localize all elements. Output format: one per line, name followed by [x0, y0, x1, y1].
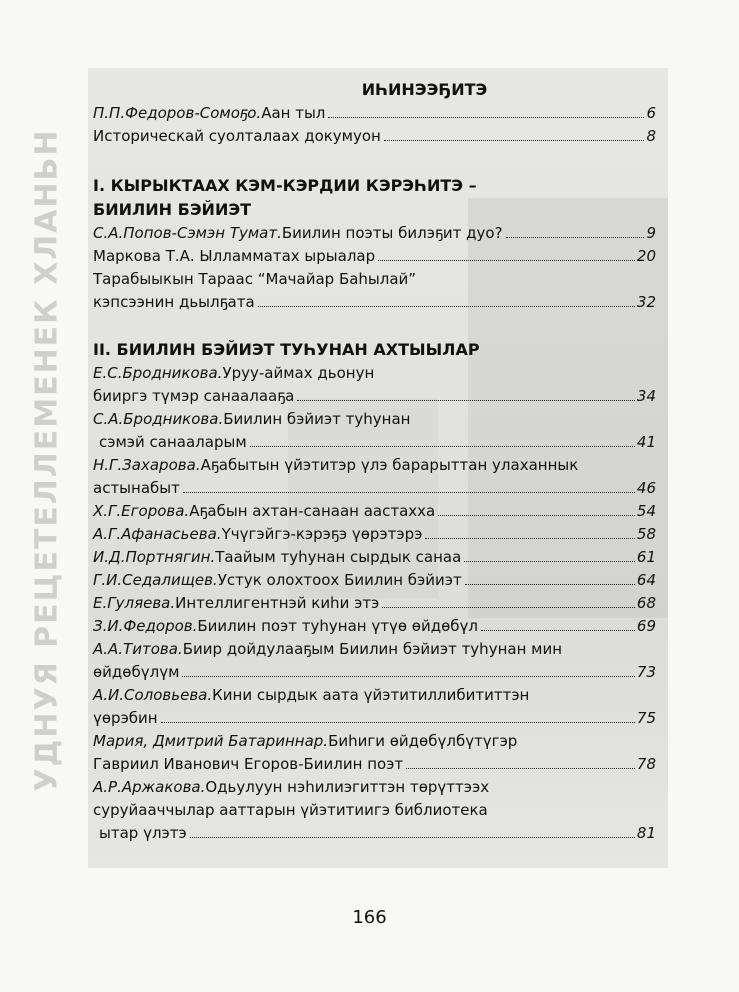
section-heading: I. КЫРЫКТААХ КЭМ-КЭРДИИ КЭРЭҺИТЭ – [93, 176, 477, 195]
toc-entry-line1[interactable] [93, 776, 656, 799]
entry-title: Одьулуун нэһилиэгиттэн төрүттээх [205, 778, 490, 796]
entry-page: 61 [636, 548, 656, 566]
entry-author: И.Д.Портнягин. [93, 548, 216, 566]
toc-entry[interactable] [93, 592, 656, 615]
entry-author: З.И.Федоров. [93, 617, 198, 635]
table-of-contents [93, 78, 656, 845]
dot-leader [378, 260, 635, 261]
dot-leader [406, 768, 635, 769]
toc-entry-line2[interactable] [93, 431, 656, 454]
toc-entry-line1[interactable] [93, 454, 656, 477]
toc-entry[interactable] [93, 222, 656, 245]
entry-author: Х.Г.Егорова. [93, 502, 190, 520]
entry-title: Интеллигентнэй киһи этэ [175, 594, 380, 612]
entry-title-cont: астынабыт [93, 479, 180, 497]
entry-page: 6 [646, 104, 656, 122]
dot-leader [465, 584, 635, 585]
entry-page: 78 [636, 755, 656, 773]
entry-title-cont: бииргэ түмэр санаалааҕа [93, 387, 295, 405]
dot-leader [258, 306, 635, 307]
entry-title: Тарабыыкын Тараас “Мачайар Баһылай” [93, 270, 417, 288]
entry-page: 8 [646, 127, 656, 145]
toc-entry[interactable] [93, 523, 656, 546]
entry-author: А.Р.Аржакова. [93, 778, 206, 796]
entry-author: А.Г.Афанасьева. [93, 525, 222, 543]
entry-page: 64 [636, 571, 656, 589]
entry-author: П.П.Федоров-Сомоҕо. [93, 104, 262, 122]
entry-page: 32 [636, 293, 656, 311]
entry-title-cont: өйдөбүлүм [93, 663, 180, 681]
toc-entry-line1[interactable] [93, 638, 656, 661]
dot-leader [250, 446, 635, 447]
section-heading: II. БИИЛИН БЭЙИЭТ ТУҺУНАН АХТЫЫЛАР [93, 340, 480, 359]
entry-page: 75 [636, 709, 656, 727]
dot-leader [506, 237, 645, 238]
toc-entry-line1[interactable] [93, 268, 656, 291]
entry-author: Е.С.Бродникова. [93, 364, 223, 382]
entry-author: С.А.Попов-Сэмэн Тумат. [93, 224, 282, 242]
entry-page: 68 [636, 594, 656, 612]
toc-entry[interactable] [93, 569, 656, 592]
toc-entry-line2[interactable] [93, 385, 656, 408]
entry-title: Биһиги өйдөбүлбүтүгэр [328, 732, 518, 750]
dot-leader [464, 561, 635, 562]
entry-author: А.И.Соловьева. [93, 686, 213, 704]
toc-entry-line3[interactable] [93, 822, 656, 845]
toc-entry[interactable] [93, 500, 656, 523]
entry-page: 41 [636, 433, 656, 451]
toc-entry[interactable] [93, 245, 656, 268]
toc-entry-line2[interactable] [93, 477, 656, 500]
entry-page: 46 [636, 479, 656, 497]
toc-entry-line2[interactable] [93, 661, 656, 684]
toc-entry-line2[interactable] [93, 799, 656, 822]
entry-title-cont: суруйааччылар ааттарын үйэтитиигэ библиотека [93, 801, 488, 819]
entry-title-cont: Гавриил Иванович Егоров-Биилин поэт [93, 755, 404, 773]
entry-page: 20 [636, 247, 656, 265]
entry-author: С.А.Бродникова. [93, 410, 224, 428]
entry-page: 58 [636, 525, 656, 543]
page-number: 166 [352, 907, 387, 928]
entry-page: 9 [646, 224, 656, 242]
entry-title: Устук олохтоох Биилин бэйиэт [217, 571, 462, 589]
dot-leader [190, 837, 635, 838]
entry-page: 34 [636, 387, 656, 405]
section-1 [93, 174, 656, 314]
dot-leader [438, 515, 635, 516]
dot-leader [297, 400, 635, 401]
entry-page: 73 [636, 663, 656, 681]
entry-title: Үчүгэйгэ-кэрэҕэ үөрэтэрэ [221, 525, 423, 543]
spine-text: УДНУЯ РЕЦЕТЕЛЛЕМЕНЕК ХЛАНЬН [29, 128, 65, 792]
entry-author: А.А.Титова. [93, 640, 183, 658]
entry-title: Биилин бэйиэт туһунан [223, 410, 411, 428]
toc-entry-line2[interactable] [93, 753, 656, 776]
section-2 [93, 338, 656, 845]
entry-title-cont: үөрэбин [93, 709, 158, 727]
dot-leader [425, 538, 635, 539]
intro-entries [93, 102, 656, 148]
dot-leader [382, 607, 635, 608]
entry-title: Историческай суолталаах докумуон [93, 127, 381, 145]
spine-watermark [22, 70, 72, 850]
entry-title: Маркова Т.А. Ылламматах ырыалар [93, 247, 376, 265]
toc-entry[interactable] [93, 615, 656, 638]
entry-title-cont: кэпсээнин дьылҕата [93, 293, 255, 311]
section-heading: БИИЛИН БЭЙИЭТ [93, 200, 251, 219]
entry-author: Г.И.Седалищев. [93, 571, 218, 589]
toc-entry[interactable] [93, 546, 656, 569]
entry-title-cont: ытар үлэтэ [99, 824, 187, 842]
toc-entry[interactable] [93, 102, 656, 125]
toc-entry-line2[interactable] [93, 291, 656, 314]
dot-leader [182, 676, 635, 677]
entry-title: Аан тыл [261, 104, 326, 122]
entry-title: Кини сырдык аата үйэтитиллибититтэн [212, 686, 530, 704]
toc-entry-line1[interactable] [93, 408, 656, 431]
entry-title: Биир дойдулааҕым Биилин бэйиэт туһунан мин [182, 640, 563, 658]
entry-page: 81 [636, 824, 656, 842]
toc-title: ИҺИНЭЭҔИТЭ [361, 80, 488, 99]
toc-entry-line1[interactable] [93, 362, 656, 385]
entry-title: Уруу-аймах дьонун [222, 364, 375, 382]
toc-entry-line2[interactable] [93, 707, 656, 730]
entry-page: 54 [636, 502, 656, 520]
entry-title: Биилин поэты билэҕит дуо? [281, 224, 503, 242]
entry-title: Таайым туһунан сырдык санаа [215, 548, 462, 566]
entry-title: Биилин поэт туһунан үтүө өйдөбүл [197, 617, 478, 635]
entry-author: Мария, Дмитрий Батариннар. [93, 732, 329, 750]
dot-leader [384, 140, 645, 141]
entry-author: Е.Гуляева. [93, 594, 176, 612]
entry-title: Аҕабытын үйэтитэр үлэ барарыттан улаханнык [200, 456, 579, 474]
toc-entry-line1[interactable] [93, 684, 656, 707]
toc-entry[interactable] [93, 125, 656, 148]
entry-page: 69 [636, 617, 656, 635]
entry-title: Аҕабын ахтан-санаан аастахха [189, 502, 436, 520]
toc-entry-line1[interactable] [93, 730, 656, 753]
entry-title-cont: сэмэй санааларым [99, 433, 247, 451]
dot-leader [183, 492, 635, 493]
entry-author: Н.Г.Захарова. [93, 456, 201, 474]
dot-leader [161, 722, 635, 723]
dot-leader [328, 117, 644, 118]
dot-leader [481, 630, 635, 631]
